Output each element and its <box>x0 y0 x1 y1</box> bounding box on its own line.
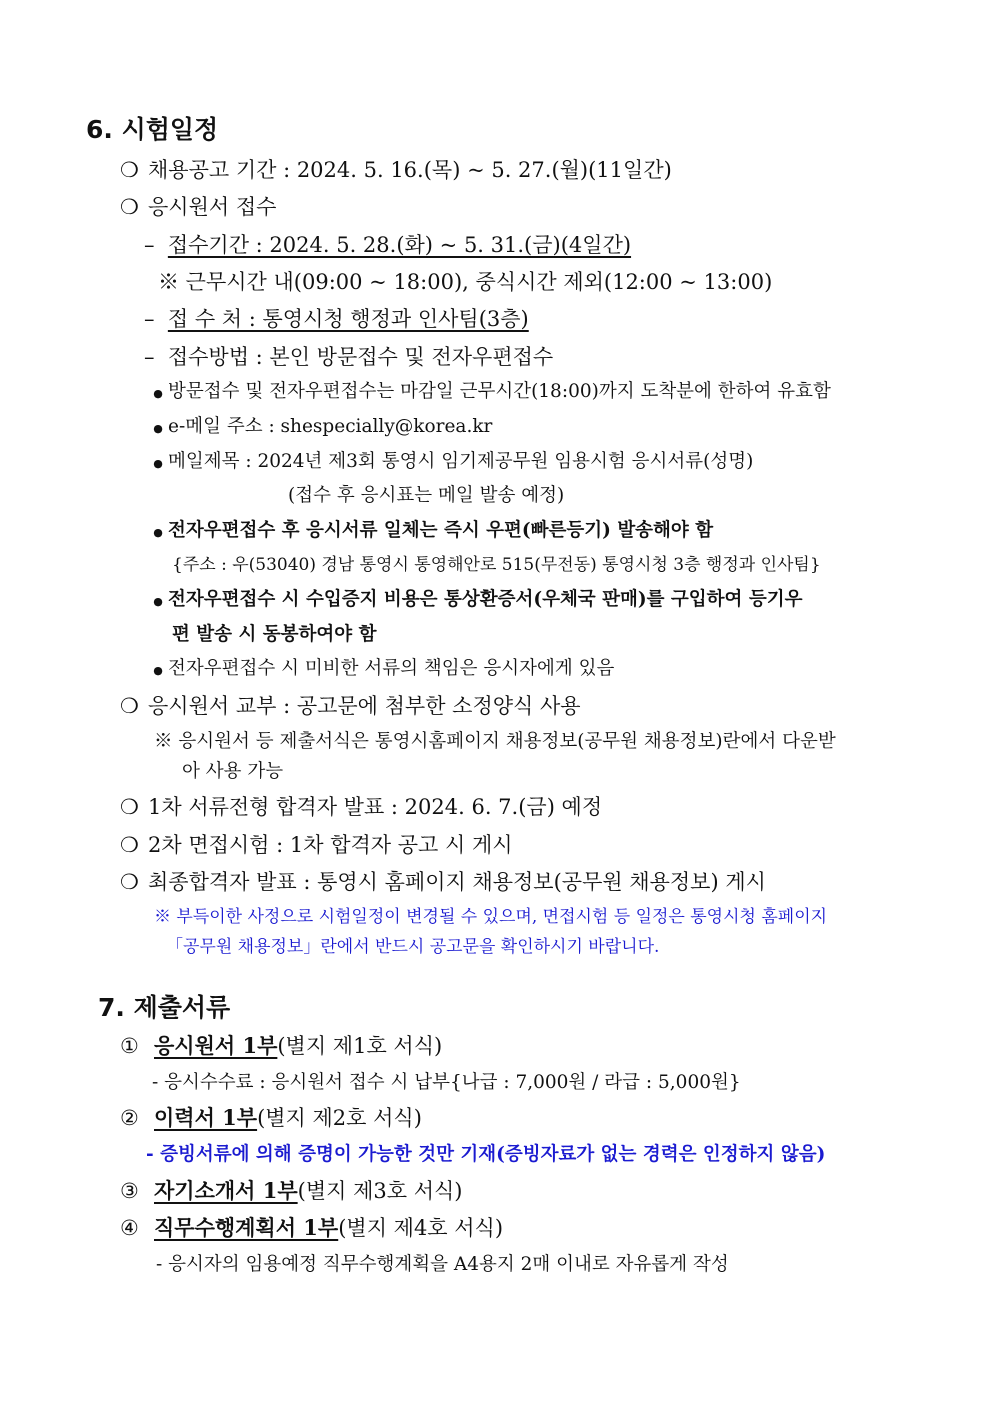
bullet-mail-required-text: 전자우편접수 후 응시서류 일체는 즉시 우편(빠른등기) 발송해야 함 <box>168 520 714 541</box>
dot-bullet-icon: ● <box>153 664 163 677</box>
bullet-responsibility-text: 전자우편접수 시 미비한 서류의 책임은 응시자에게 있음 <box>168 658 615 679</box>
item-number-2: ② <box>120 1106 139 1130</box>
posting-period-text: 채용공고 기간 : 2024. 5. 16.(목) ~ 5. 27.(월)(11일간) <box>148 158 672 182</box>
dash-icon: – <box>144 307 155 331</box>
circle-bullet-icon: ❍ <box>120 795 139 819</box>
form-note: ※ 응시원서 등 제출서식은 통영시홈페이지 채용정보(공무원 채용정보)란에서 다운받 <box>154 731 836 752</box>
receipt-place-text: 접 수 처 : 통영시청 행정과 인사팀(3층) <box>167 307 529 331</box>
final-result-text: 최종합격자 발표 : 통영시 홈페이지 채용정보(공무원 채용정보) 게시 <box>148 870 766 894</box>
circle-bullet-icon: ❍ <box>120 694 139 718</box>
mailing-address: {주소 : 우(53040) 경남 통영시 통영해안로 515(무전동) 통영시청 3층 행정과 인사팀} <box>172 555 821 575</box>
section-7-title: 7. 제출서류 <box>98 993 231 1022</box>
document-item-1-suffix: (별지 제1호 서식) <box>277 1034 443 1058</box>
form-note-continued: 아 사용 가능 <box>182 761 284 782</box>
document-item-1 <box>120 1032 442 1060</box>
bullet-email-text: e-메일 주소 : shespecially@korea.kr <box>168 416 493 437</box>
bullet-visit <box>148 378 831 408</box>
document-item-4-label: 직무수행계획서 1부 <box>154 1215 339 1240</box>
second-interview-text: 2차 면접시험 : 1차 합격자 공고 시 게시 <box>148 833 513 857</box>
document-item-2 <box>120 1104 422 1132</box>
bullet-stamp-text: 전자우편접수 시 수입증지 비용은 통상환증서(우체국 판매)를 구입하여 등기우 <box>168 589 803 610</box>
dash-icon: – <box>144 233 155 257</box>
document-item-3-label: 자기소개서 1부 <box>154 1178 298 1203</box>
application-receipt-item <box>120 193 276 221</box>
evidence-note: - 증빙서류에 의해 증명이 가능한 것만 기재(증빙자료가 없는 경력은 인정하지 않음) <box>146 1144 826 1165</box>
document-item-2-label: 이력서 1부 <box>154 1105 258 1130</box>
receipt-method-text: 접수방법 : 본인 방문접수 및 전자우편접수 <box>167 345 554 369</box>
bullet-stamp <box>148 586 802 616</box>
document-item-3-suffix: (별지 제3호 서식) <box>297 1179 463 1203</box>
bullet-subject <box>148 448 753 478</box>
hours-note: ※ 근무시간 내(09:00 ~ 18:00), 중식시간 제외(12:00 ~ 13:00) <box>158 270 773 294</box>
circle-bullet-icon: ❍ <box>120 833 139 857</box>
circle-bullet-icon: ❍ <box>120 870 139 894</box>
item-number-4: ④ <box>120 1216 139 1240</box>
receipt-place-item <box>144 305 529 333</box>
document-item-3 <box>120 1177 462 1205</box>
receipt-period-item <box>144 231 631 259</box>
document-item-2-suffix: (별지 제2호 서식) <box>257 1106 422 1130</box>
posting-period-item <box>120 156 672 184</box>
bullet-stamp-continued: 편 발송 시 동봉하여야 함 <box>172 624 377 645</box>
document-item-4-suffix: (별지 제4호 서식) <box>338 1216 504 1240</box>
circle-bullet-icon: ❍ <box>120 158 139 182</box>
dot-bullet-icon: ● <box>153 422 163 435</box>
bullet-subject-text: 메일제목 : 2024년 제3회 통영시 임기제공무원 임용시험 응시서류(성명) <box>168 451 754 472</box>
document-item-1-label: 응시원서 1부 <box>154 1033 278 1058</box>
section-6-title: 6. 시험일정 <box>86 115 219 144</box>
final-result-item <box>120 868 766 896</box>
dash-icon: – <box>144 345 155 369</box>
bullet-subject-continued: (접수 후 응시표는 메일 발송 예정) <box>288 485 565 506</box>
dot-bullet-icon: ● <box>153 595 163 608</box>
form-distribution-item <box>120 692 581 720</box>
receipt-period-text: 접수기간 : 2024. 5. 28.(화) ~ 5. 31.(금)(4일간) <box>167 233 632 257</box>
dot-bullet-icon: ● <box>153 457 163 470</box>
item-number-1: ① <box>120 1034 139 1058</box>
work-plan-note: - 응시자의 임용예정 직무수행계획을 A4용지 2매 이내로 자유롭게 작성 <box>156 1254 729 1275</box>
application-fee-note: - 응시수수료 : 응시원서 접수 시 납부{나급 : 7,000원 / 라급 : 5,000원} <box>152 1072 741 1093</box>
item-number-3: ③ <box>120 1179 139 1203</box>
second-interview-item <box>120 831 513 859</box>
bullet-visit-text: 방문접수 및 전자우편접수는 마감일 근무시간(18:00)까지 도착분에 한하여 유효함 <box>168 381 831 402</box>
circle-bullet-icon: ❍ <box>120 195 139 219</box>
receipt-method-item <box>144 343 553 371</box>
first-result-text: 1차 서류전형 합격자 발표 : 2024. 6. 7.(금) 예정 <box>148 795 603 819</box>
document-item-4 <box>120 1214 503 1242</box>
form-distribution-text: 응시원서 교부 : 공고문에 첨부한 소정양식 사용 <box>148 694 581 718</box>
application-receipt-text: 응시원서 접수 <box>148 195 277 219</box>
first-result-item <box>120 793 602 821</box>
bullet-responsibility <box>148 655 614 685</box>
schedule-change-notice: ※ 부득이한 사정으로 시험일정이 변경될 수 있으며, 면접시험 등 일정은 통영시청 홈페이지 <box>154 907 828 927</box>
bullet-mail-required <box>148 517 713 547</box>
schedule-change-notice-continued: 「공무원 채용정보」란에서 반드시 공고문을 확인하시기 바랍니다. <box>166 937 660 957</box>
dot-bullet-icon: ● <box>153 526 163 539</box>
bullet-email <box>148 413 492 443</box>
dot-bullet-icon: ● <box>153 387 163 400</box>
